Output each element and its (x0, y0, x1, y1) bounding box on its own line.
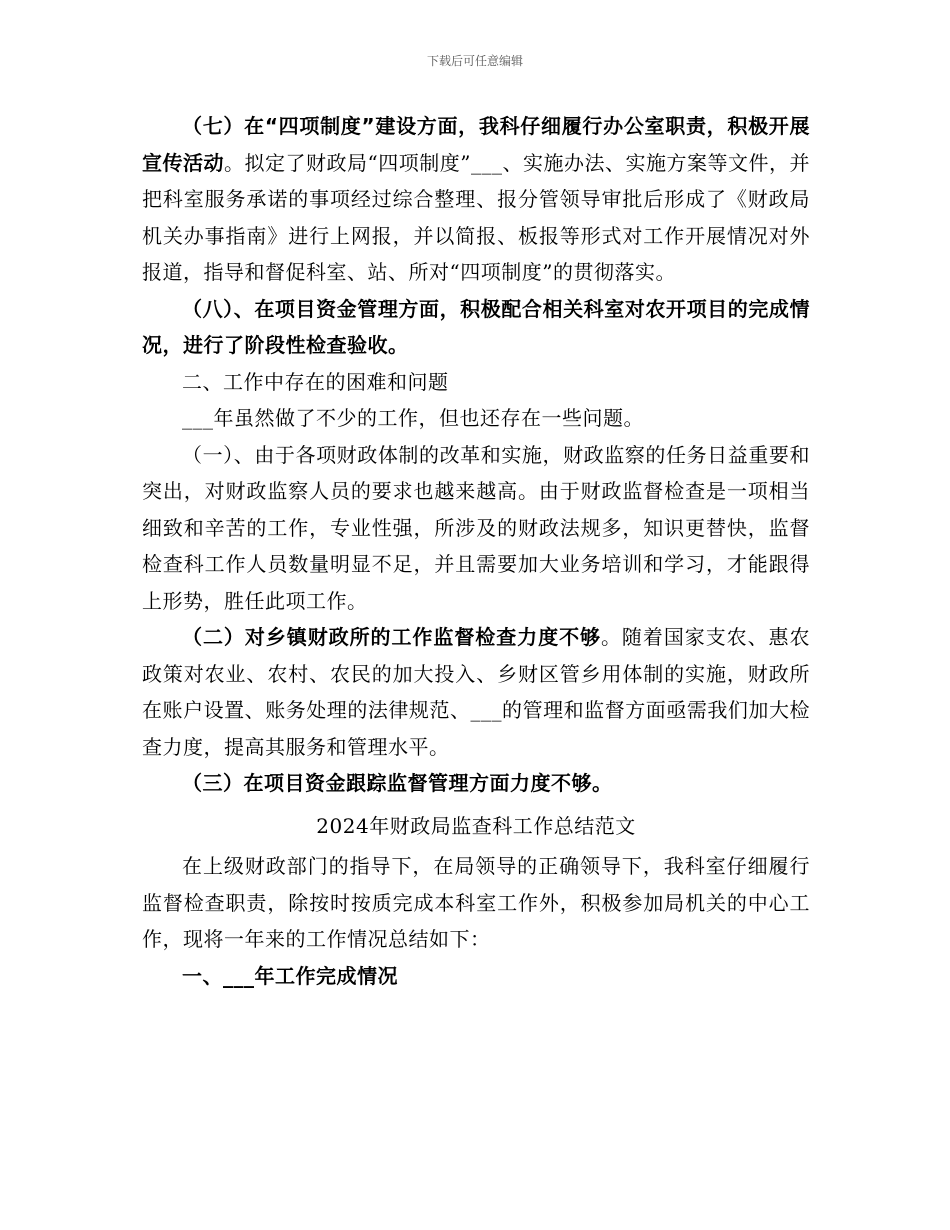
paragraph-seven-lead: （七）在“四项制度”建设方面，我科仔细履行办公室职责，积极开展宣传活动 (142, 114, 810, 175)
problem-three (142, 765, 810, 802)
problem-two (142, 619, 810, 765)
paragraph-seven (142, 108, 810, 291)
page-header: 下载后可任意编辑 (426, 54, 523, 68)
paragraph-eight (142, 291, 810, 364)
problem-two-lead: （二）对乡镇财政所的工作监督检查力度不够 (182, 625, 601, 649)
problem-three-lead: （三）在项目资金跟踪监督管理方面力度不够。 (182, 771, 613, 795)
problem-two-text: 。随着国家支农、惠农政策对农业、农村、农民的加大投入、乡财区管乡用体制的实施，财政所在账户设置、账务处理的法律规范、___的管理和监督方面亟需我们加大检查力度，提高其服务和管理水平。 (142, 625, 811, 759)
document-body (142, 108, 810, 994)
problem-one: （一）、由于各项财政体制的改革和实施，财政监察的任务日益重要和突出，对财政监察人员的要求也越来越高。由于财政监督检查是一项相当细致和辛苦的工作，专业性强，所涉及的财政法规多，知识更替快，监督检查科工作人员数量明显不足，并且需要加大业务培训和学习，才能跟得上形势，胜任此项工作。 (142, 442, 810, 613)
problem-intro: ___年虽然做了不少的工作，但也还存在一些问题。 (182, 406, 644, 430)
final-heading: 一、___年工作完成情况 (182, 963, 398, 988)
paragraph-seven-text: 。拟定了财政局“四项制度”___、实施办法、实施方案等文件，并把科室服务承诺的事项经过综合整理、报分管领导审批后形成了《财政局机关办事指南》进行上网报，并以简报、板报等形式对工作开展情况对外报道，指导和督促科室、站、所对“四项制度”的贯彻落实。 (142, 150, 811, 284)
paragraph-eight-lead: （八）、在项目资金管理方面，积极配合相关科室对农开项目的完成情况，进行了阶段性检查验收。 (142, 296, 810, 357)
section-two-heading: 二、工作中存在的困难和问题 (182, 369, 449, 394)
intro-paragraph: 在上级财政部门的指导下，在局领导的正确领导下，我科室仔细履行监督检查职责，除按时按质完成本科室工作外，积极参加局机关的中心工作，现将一年来的工作情况总结如下： (142, 854, 810, 951)
document-title: 2024年财政局监查科工作总结范文 (316, 813, 636, 838)
